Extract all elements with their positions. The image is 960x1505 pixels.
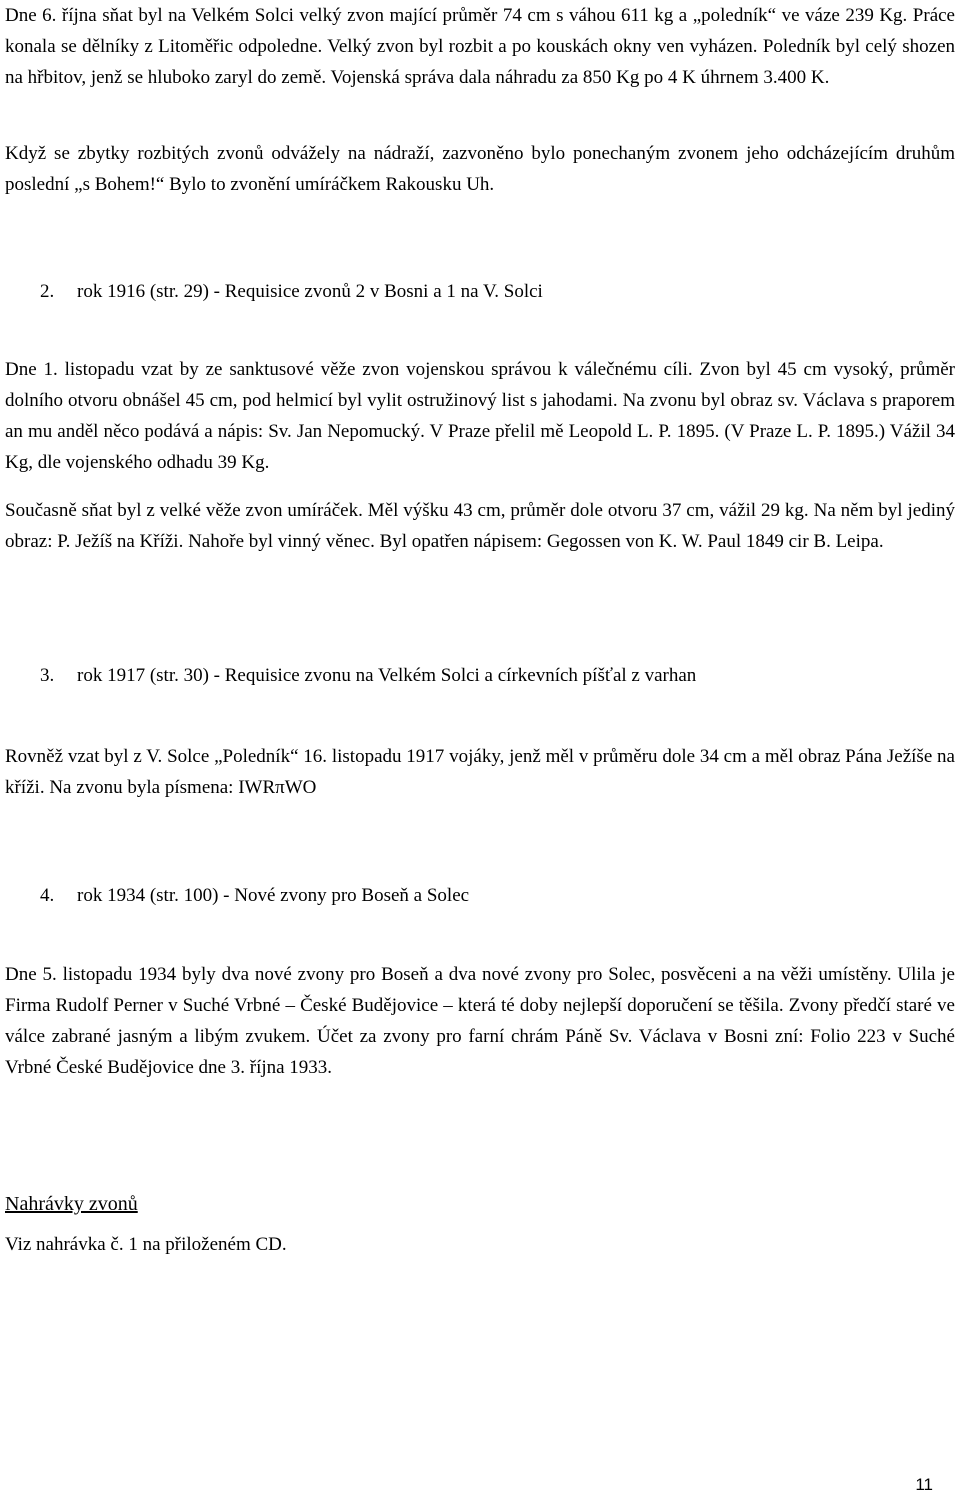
- paragraph-sanctus-bell: Dne 1. listopadu vzat by ze sanktusové věže zvon vojenskou správou k válečnému cíli. Zvon byl 45 cm vysoký, průměr dolního otvoru obnášel 45 cm, pod helmicí byl vylit ostružinový list s jahodami. Na zvonu byl obraz sv. Václava s praporem an mu anděl něco podává a nápis: Sv. Jan Nepomucký. V Praze přelil mě Leopold L. P. 1895. (V Praze L. P. 1895.) Vážil 34 Kg, dle vojenského odhadu 39 Kg.: [5, 359, 955, 473]
- heading-number: 2.: [40, 281, 55, 302]
- paragraph-new-bells-1934: Dne 5. listopadu 1934 byly dva nové zvony pro Boseň a dva nové zvony pro Solec, posvěceni a na věži umístěny. Ulila je Firma Rudolf Perner v Suché Vrbné – České Budějovice – která té doby nejlepší doporučení se těšila. Zvony předčí staré ve válce zabrané jasným a libým zvukem. Účet za zvony pro farní chrám Páně Sv. Václava v Bosni zní: Folio 223 v Suché Vrbné České Budějovice dne 3. října 1933.: [5, 964, 955, 1078]
- heading-text: rok 1917 (str. 30) - Requisice zvonu na Velkém Solci a církevních píšťal z varhan: [77, 665, 697, 686]
- paragraph-polednik-1917: Rovněž vzat byl z V. Solce „Poledník“ 16. listopadu 1917 vojáky, jenž měl v průměru dole 34 cm a měl obraz Pána Ježíše na kříži. Na zvonu byla písmena: IWRπWO: [5, 746, 955, 798]
- heading-1916-requisition: [40, 276, 543, 307]
- heading-1934-new-bells: [40, 880, 469, 911]
- heading-number: 3.: [40, 665, 55, 686]
- heading-number: 4.: [40, 885, 55, 906]
- page-number: 11: [915, 1475, 933, 1494]
- heading-1917-requisition: [40, 660, 696, 691]
- paragraph-recording-reference: Viz nahrávka č. 1 na přiloženém CD.: [5, 1234, 287, 1255]
- paragraph-farewell-ringing: Když se zbytky rozbitých zvonů odvážely na nádraží, zazvoněno bylo ponechaným zvonem jeho odcházejícím druhům poslední „s Bohem!“ Bylo to zvonění umíráčkem Rakousku Uh.: [5, 143, 955, 195]
- paragraph-death-knell-bell: Současně sňat byl z velké věže zvon umíráček. Měl výšku 43 cm, průměr dole otvoru 37 cm, vážil 29 kg. Na něm byl jediný obraz: P. Ježíš na Kříži. Nahoře byl vinný věnec. Byl opatřen nápisem: Gegossen von K. W. Paul 1849 cir B. Leipa.: [5, 500, 955, 552]
- heading-text: rok 1916 (str. 29) - Requisice zvonů 2 v Bosni a 1 na V. Solci: [77, 281, 543, 302]
- heading-text: rok 1934 (str. 100) - Nové zvony pro Boseň a Solec: [77, 885, 470, 906]
- paragraph-bell-removal-1916: Dne 6. října sňat byl na Velkém Solci velký zvon mající průměr 74 cm s váhou 611 kg a „poledník“ ve váze 239 Kg. Práce konala se dělníky z Litoměřic odpoledne. Velký zvon byl rozbit a po kouskách okny ven vyházen. Poledník byl celý shozen na hřbitov, jenž se hluboko zaryl do země. Vojenská správa dala náhradu za 850 Kg po 4 K úhrnem 3.400 K.: [5, 5, 955, 88]
- section-title-bell-recordings: Nahrávky zvonů: [5, 1193, 138, 1215]
